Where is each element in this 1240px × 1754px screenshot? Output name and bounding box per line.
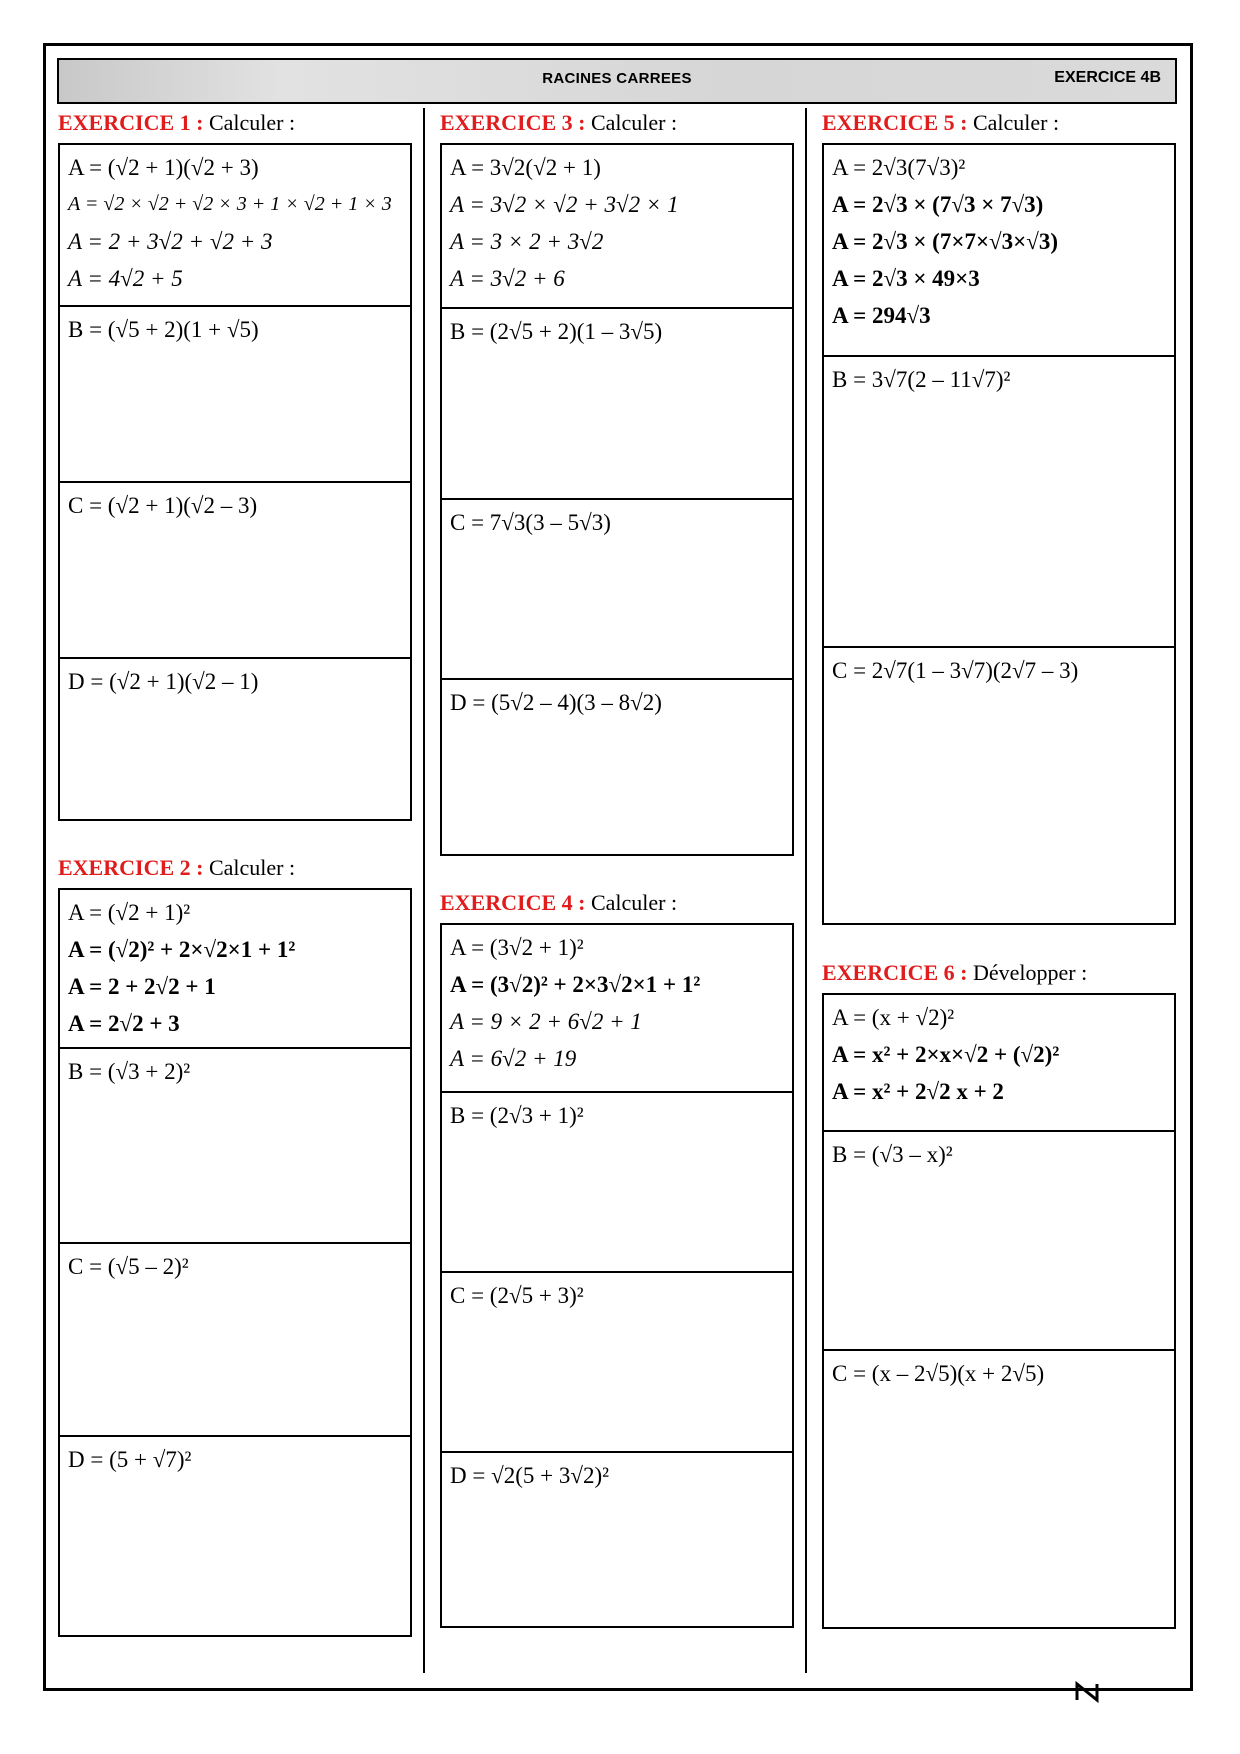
- expression-line: A = 6√2 + 19: [450, 1046, 577, 1071]
- exercise-2-cell-a: [60, 890, 410, 1049]
- exercise-4-cell-c: [442, 1273, 792, 1453]
- exercise-5-cell-a: [824, 145, 1174, 357]
- expression-line: A = 3 × 2 + 3√2: [450, 229, 604, 254]
- exercise-3-title: EXERCICE 3 : Calculer :: [440, 110, 678, 135]
- exercise-2-cell-d: [60, 1437, 410, 1635]
- exercise-5-box: [822, 143, 1176, 925]
- exercise-2-cell-c: [60, 1244, 410, 1437]
- exercise-5-cell-c: [824, 648, 1174, 923]
- exercise-1-cell-a: [60, 145, 410, 307]
- expression-line: D = √2(5 + 3√2)²: [450, 1463, 610, 1488]
- expression-line: A = 2√3 × 49×3: [832, 266, 980, 291]
- exercise-1-cell-b: [60, 307, 410, 483]
- exercise-6-title: EXERCICE 6 : Développer :: [822, 960, 1088, 985]
- expression-line: A = (x + √2)²: [832, 1005, 955, 1030]
- exercise-1-title: EXERCICE 1 : Calculer :: [58, 110, 296, 135]
- expression-line: B = (√3 – x)²: [832, 1142, 953, 1167]
- expression-line: D = (5√2 – 4)(3 – 8√2): [450, 690, 662, 715]
- expression-line: A = (3√2)² + 2×3√2×1 + 1²: [450, 972, 701, 997]
- exercise-2-box: [58, 888, 412, 1637]
- exercise-4-cell-d: [442, 1453, 792, 1626]
- expression-line: A = (√2)² + 2×√2×1 + 1²: [68, 937, 296, 962]
- exercise-5-cell-b: [824, 357, 1174, 648]
- exercise-4-title: EXERCICE 4 : Calculer :: [440, 890, 678, 915]
- exercise-1-cell-c: [60, 483, 410, 659]
- expression-line: B = (√5 + 2)(1 + √5): [68, 317, 259, 342]
- exercise-4-cell-b: [442, 1093, 792, 1273]
- exercise-6-cell-b: [824, 1132, 1174, 1351]
- expression-line: A = 2 + 3√2 + √2 + 3: [68, 229, 273, 254]
- expression-line: A = (√2 + 1)²: [68, 900, 191, 925]
- expression-line: C = 2√7(1 – 3√7)(2√7 – 3): [832, 658, 1079, 683]
- exercise-2-cell-b: [60, 1049, 410, 1244]
- expression-line: A = 2√3 × (7×7×√3×√3): [832, 229, 1059, 254]
- exercise-3-box: [440, 143, 794, 856]
- expression-line: A = (√2 + 1)(√2 + 3): [68, 155, 259, 180]
- expression-line: A = (3√2 + 1)²: [450, 935, 584, 960]
- column-separator: [805, 108, 807, 1673]
- expression-line: A = 4√2 + 5: [68, 266, 183, 291]
- exercise-4-cell-a: [442, 925, 792, 1093]
- expression-line: D = (√2 + 1)(√2 – 1): [68, 669, 259, 694]
- exercise-code: EXERCICE 4B: [1054, 69, 1161, 86]
- expression-line: C = 7√3(3 – 5√3): [450, 510, 611, 535]
- column-separator: [423, 108, 425, 1673]
- expression-line: B = (√3 + 2)²: [68, 1059, 191, 1084]
- expression-line: A = 3√2 × √2 + 3√2 × 1: [450, 192, 679, 217]
- expression-line: C = (√5 – 2)²: [68, 1254, 189, 1279]
- expression-line: A = 2√2 + 3: [68, 1011, 180, 1036]
- exercise-5-title: EXERCICE 5 : Calculer :: [822, 110, 1060, 135]
- exercise-6-cell-a: [824, 995, 1174, 1132]
- expression-line: A = 3√2(√2 + 1): [450, 155, 601, 180]
- expression-line: B = (2√3 + 1)²: [450, 1103, 584, 1128]
- expression-line: A = 2√3 × (7√3 × 7√3): [832, 192, 1044, 217]
- expression-line: A = 9 × 2 + 6√2 + 1: [450, 1009, 642, 1034]
- exercise-4-box: [440, 923, 794, 1628]
- exercise-1-box: [58, 143, 412, 821]
- expression-line: C = (x – 2√5)(x + 2√5): [832, 1361, 1045, 1386]
- expression-line: C = (√2 + 1)(√2 – 3): [68, 493, 258, 518]
- expression-line: A = 2 + 2√2 + 1: [68, 974, 216, 999]
- exercise-3-cell-d: [442, 680, 792, 854]
- exercise-1-cell-d: [60, 659, 410, 819]
- expression-line: A = 3√2 + 6: [450, 266, 565, 291]
- page-title: RACINES CARREES: [542, 70, 692, 87]
- expression-line: D = (5 + √7)²: [68, 1447, 192, 1472]
- exercise-6-cell-c: [824, 1351, 1174, 1627]
- exercise-3-cell-b: [442, 309, 792, 500]
- expression-line: A = 2√3(7√3)²: [832, 155, 966, 180]
- expression-line: B = 3√7(2 – 11√7)²: [832, 367, 1011, 392]
- expression-line: A = x² + 2×x×√2 + (√2)²: [832, 1042, 1060, 1067]
- exercise-2-title: EXERCICE 2 : Calculer :: [58, 855, 296, 880]
- expression-line: C = (2√5 + 3)²: [450, 1283, 584, 1308]
- corner-mark-icon: [1075, 1680, 1101, 1704]
- exercise-3-cell-c: [442, 500, 792, 680]
- expression-line: A = √2 × √2 + √2 × 3 + 1 × √2 + 1 × 3: [68, 193, 392, 215]
- expression-line: A = 294√3: [832, 303, 931, 328]
- exercise-6-box: [822, 993, 1176, 1629]
- exercise-3-cell-a: [442, 145, 792, 309]
- expression-line: B = (2√5 + 2)(1 – 3√5): [450, 319, 663, 344]
- header-bar: [57, 58, 1177, 104]
- expression-line: A = x² + 2√2 x + 2: [832, 1079, 1004, 1104]
